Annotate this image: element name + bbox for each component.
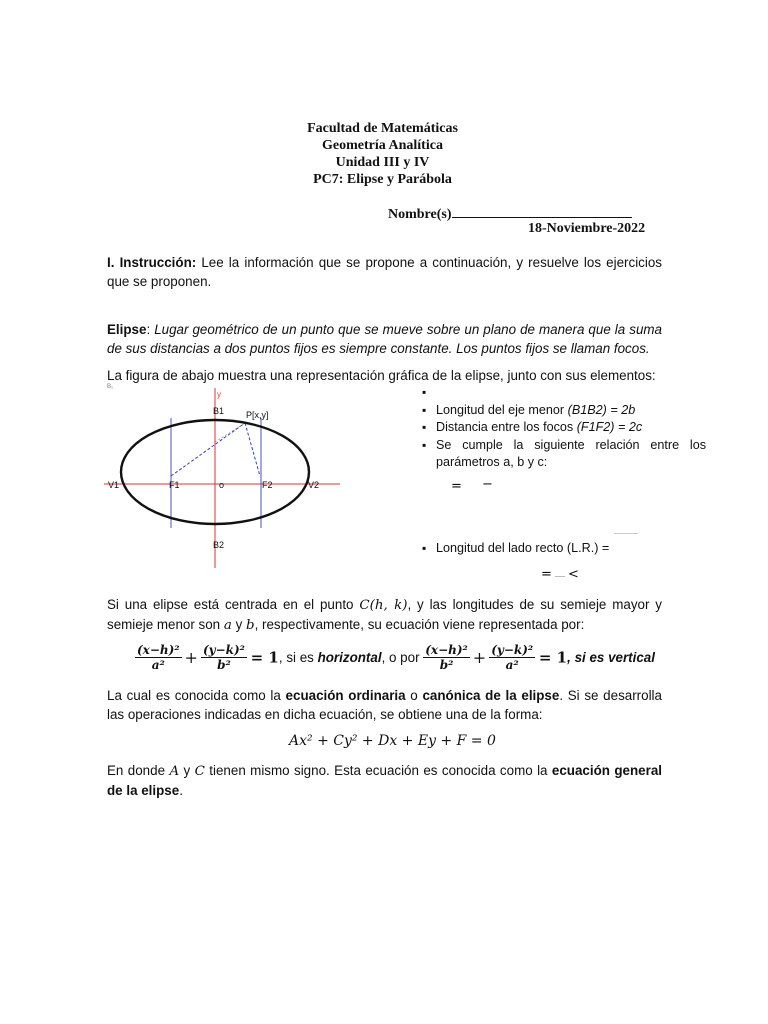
- text: , y las longitudes de su semieje mayor y semieje menor son: [107, 597, 662, 632]
- segment-f1-p: [171, 423, 245, 476]
- label-y: y: [217, 390, 221, 399]
- relation-minus: −: [482, 477, 493, 492]
- vertical-text: , si es vertical: [567, 650, 655, 665]
- lr-less-than: <: [568, 567, 579, 582]
- list-item: [422, 402, 706, 420]
- var-A: A: [169, 764, 180, 779]
- lr-equals: =: [541, 567, 552, 582]
- text: y: [179, 763, 195, 778]
- label-f1: F1: [169, 480, 180, 490]
- ellipse-figure: [104, 388, 344, 578]
- colon: :: [146, 322, 155, 337]
- center-point: C(h, k): [359, 598, 408, 613]
- equals-one: = 1: [250, 648, 279, 667]
- name-blank-line[interactable]: [452, 205, 632, 218]
- fraction: $\frac{\text{(y−k)²}}{\text{a²}}$: [491, 643, 534, 672]
- ellipse-definition: [107, 320, 662, 358]
- text: , si es: [278, 650, 318, 665]
- label-f2: F2: [262, 480, 273, 490]
- list-item: [422, 437, 706, 472]
- fraction: $\frac{\text{(x−h)²}}{\text{b²}}$: [425, 643, 468, 672]
- general-equation: Ax² + Cy² + Dx + Ey + F = 0: [289, 733, 496, 749]
- var-C: C: [194, 764, 205, 779]
- horizontal-word: horizontal: [317, 650, 382, 665]
- label-p: P[x,y]: [246, 410, 269, 420]
- bold-term: ecuación general de la elipse: [107, 763, 662, 798]
- course-title: Geometría Analítica: [322, 138, 443, 153]
- bold-term: canónica de la elipse: [422, 688, 560, 703]
- faculty-title: Facultad de Matemáticas: [307, 121, 458, 136]
- label-b2: B2: [213, 540, 225, 550]
- bold-term: ecuación ordinaria: [285, 688, 406, 703]
- general-paragraph: [107, 761, 662, 800]
- ellipse-term: Elipse: [107, 322, 147, 337]
- label-v2: V2: [308, 480, 320, 490]
- latus-rectum-list: [422, 540, 706, 558]
- minor-axis-formula: (B1B2) = 2b: [567, 402, 636, 417]
- equals-one: = 1: [538, 648, 568, 667]
- instruction-text: Lee la información que se propone a continuación, y resuelve los ejercicios que se proponen.: [107, 255, 662, 289]
- list-item: [422, 384, 706, 402]
- text: , respectivamente, su ecuación viene representada por:: [254, 617, 585, 632]
- plus-sign: +: [472, 648, 487, 667]
- text: La cual es conocida como la: [107, 688, 286, 703]
- segment-p-f2: [245, 423, 260, 476]
- list-item-text: Distancia entre los focos: [436, 420, 577, 434]
- ordinary-paragraph: [107, 686, 662, 724]
- list-item: [422, 540, 706, 558]
- text: . Si se desarrolla las operaciones indicadas en dicha ecuación, se obtiene una de la forma:: [107, 688, 662, 722]
- date-text: 18-Noviembre-2022: [528, 221, 646, 236]
- figure-small-label: B₁: [107, 384, 114, 390]
- figure-intro: La figura de abajo muestra una representación gráfica de la elipse, junto con sus elementos:: [107, 368, 656, 383]
- list-item-text: Longitud del eje menor: [436, 402, 568, 417]
- instruction-label: I. Instrucción:: [107, 255, 197, 270]
- text: , o por: [381, 650, 424, 665]
- text: o: [405, 688, 423, 703]
- fraction: $\frac{\text{(x−h)²}}{\text{a²}}$: [137, 643, 180, 672]
- text: .: [179, 783, 183, 798]
- var-b: b: [245, 618, 255, 633]
- text: y: [231, 617, 246, 632]
- focal-distance-formula: (F1F2) = 2c: [576, 420, 643, 434]
- faint-rule: [614, 533, 638, 534]
- document-header: [240, 120, 525, 188]
- text: En donde: [107, 763, 170, 778]
- unit-title: Unidad III y IV: [335, 155, 430, 170]
- list-item: [422, 419, 706, 437]
- ellipse-elements-list: [422, 384, 706, 472]
- name-label: Nombre(s): [388, 207, 452, 222]
- lr-fraction-bar: [555, 576, 565, 577]
- fraction: $\frac{\text{(y−k)²}}{\text{b²}}$: [202, 643, 245, 672]
- list-item-text: Longitud del lado recto (L.R.) =: [436, 541, 610, 555]
- text: Si una elipse está centrada en el punto: [107, 597, 360, 612]
- ordinary-equation: [135, 643, 655, 672]
- label-o: o: [219, 480, 225, 490]
- list-item-text: Se cumple la siguiente relación entre los parámetros a, b y c:: [436, 437, 706, 469]
- practice-title: PC7: Elipse y Parábola: [313, 172, 452, 187]
- center-paragraph: [107, 595, 662, 635]
- text: tienen mismo signo. Esta ecuación es conocida como la: [204, 763, 552, 778]
- label-b1: B1: [213, 406, 225, 416]
- ellipse-definition-text: Lugar geométrico de un punto que se mueve sobre un plano de manera que la suma de sus distancias a dos puntos fijos es siempre constante. Los puntos fijos se llaman focos.: [107, 322, 662, 356]
- plus-sign: +: [184, 648, 198, 667]
- label-v1: V1: [108, 480, 120, 490]
- relation-equals: =: [451, 479, 462, 494]
- instruction-paragraph: [107, 253, 662, 291]
- var-a: a: [223, 618, 232, 633]
